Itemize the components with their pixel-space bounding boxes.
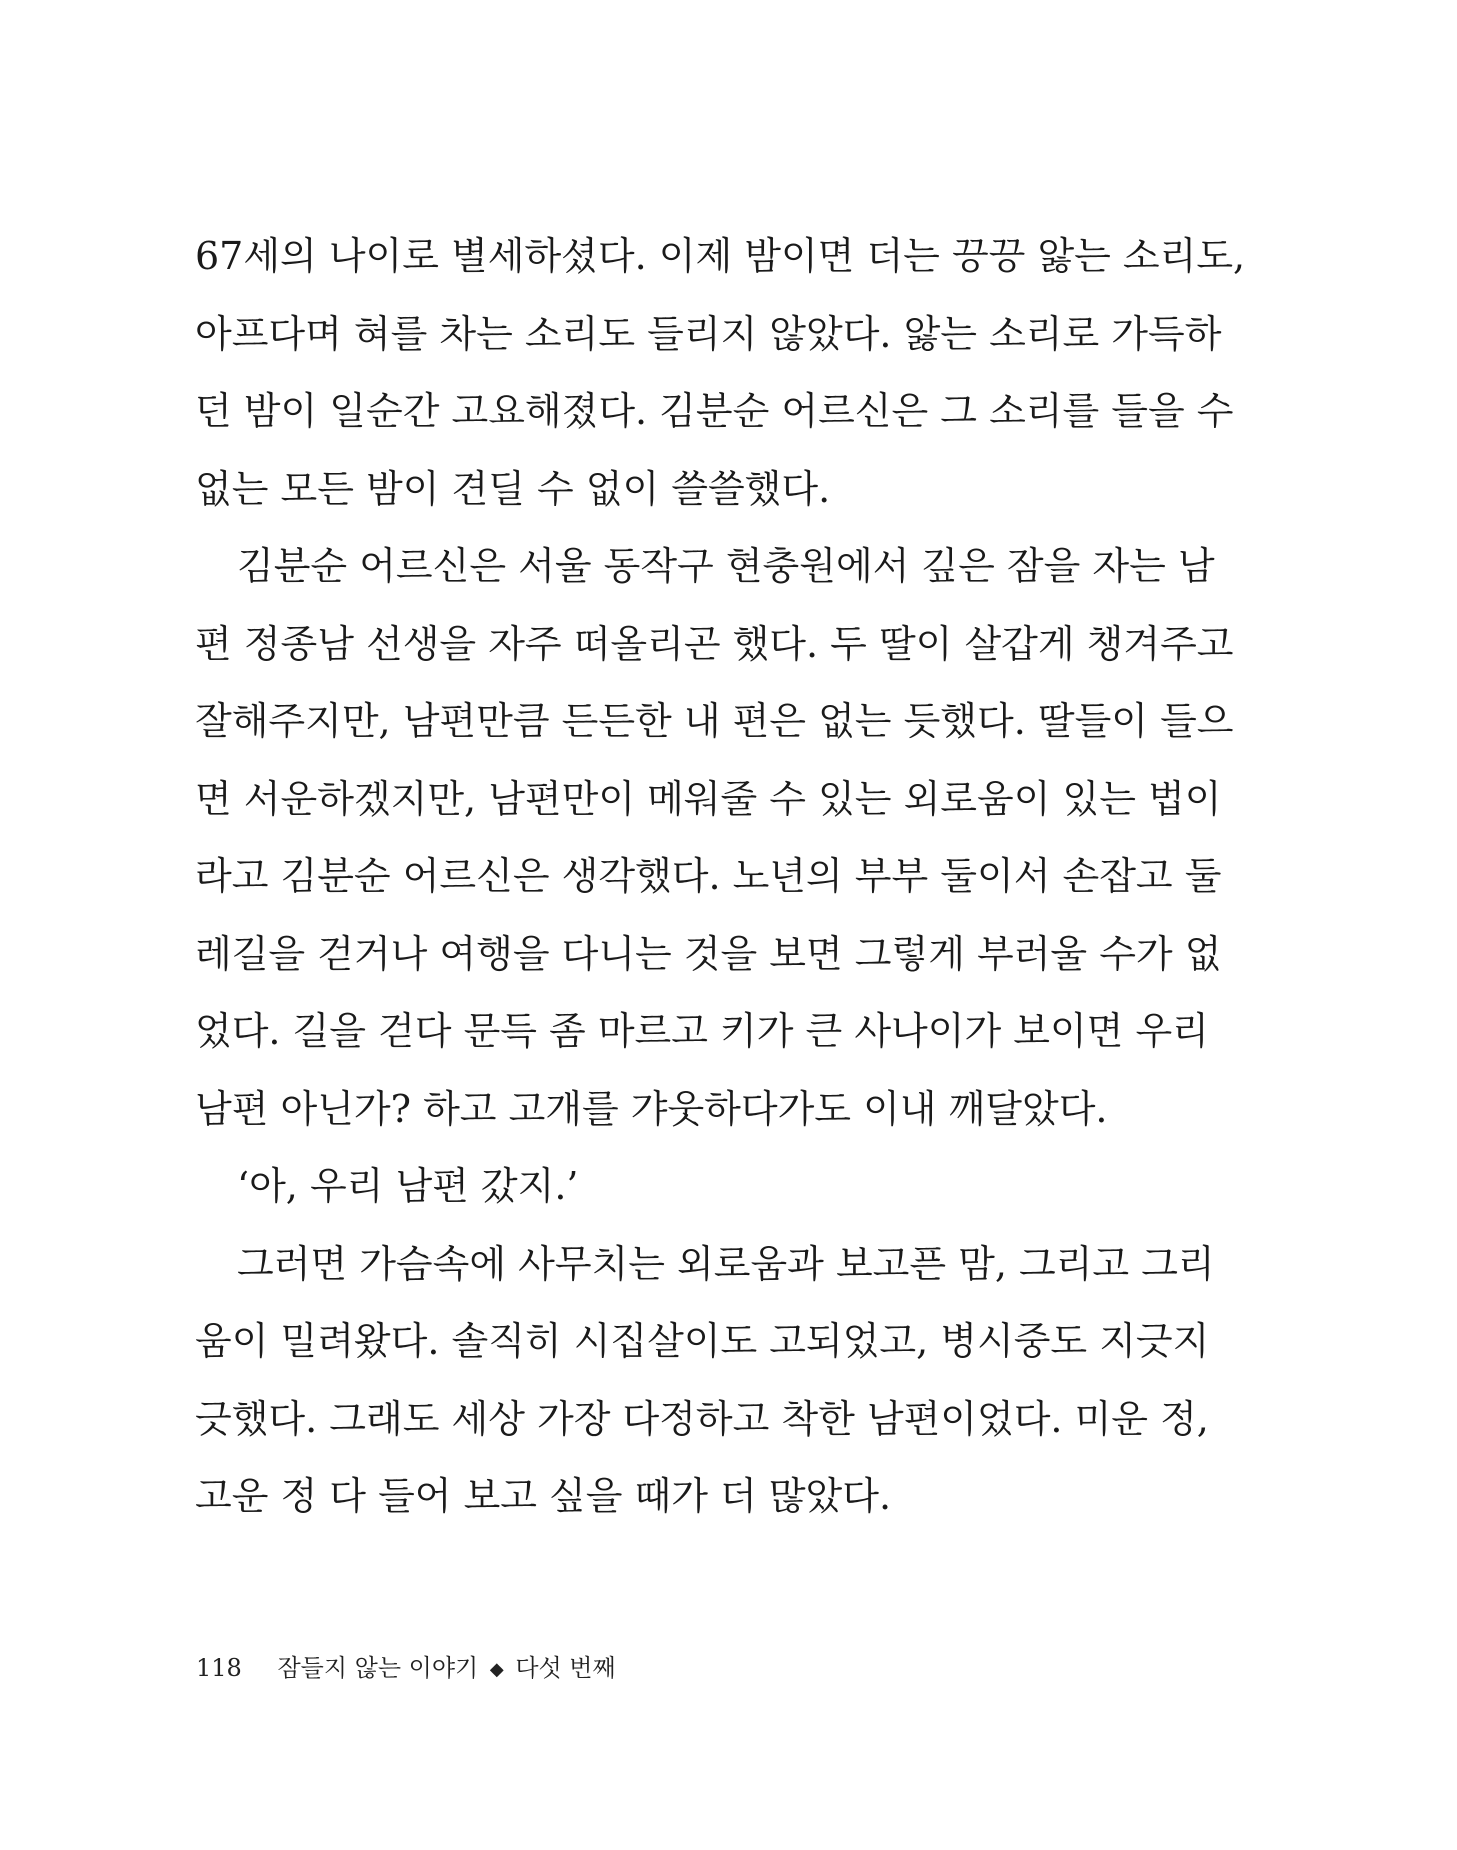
diamond-separator-icon: ◆: [489, 1659, 504, 1680]
text-line: 긋했다. 그래도 세상 가장 다정하고 착한 남편이었다. 미운 정,: [195, 1396, 1209, 1441]
text-line: 없는 모든 밤이 견딜 수 없이 쓸쓸했다.: [195, 466, 831, 511]
text-line: 던 밤이 일순간 고요해졌다. 김분순 어르신은 그 소리를 들을 수: [195, 389, 1234, 433]
text-line: 67세의 나이로 별세하셨다. 이제 밤이면 더는 끙끙 앓는 소리도,: [195, 234, 1246, 278]
page-number: 118: [196, 1654, 242, 1682]
quote-line: ‘아, 우리 남편 갔지.’: [237, 1164, 579, 1208]
text-line: 었다. 길을 걷다 문득 좀 마르고 키가 큰 사나이가 보이면 우리: [195, 1009, 1209, 1053]
text-line: 고운 정 다 들어 보고 싶을 때가 더 많았다.: [195, 1474, 892, 1518]
chapter-label: 다섯 번째: [515, 1654, 616, 1682]
text-line: 편 정종남 선생을 자주 떠올리곤 했다. 두 딸이 살갑게 챙겨주고: [195, 621, 1234, 666]
text-line: 김분순 어르신은 서울 동작구 현충원에서 깊은 잠을 자는 남: [237, 544, 1215, 588]
text-line: 라고 김분순 어르신은 생각했다. 노년의 부부 둘이서 손잡고 둘: [195, 854, 1222, 898]
text-line: 아프다며 혀를 차는 소리도 들리지 않았다. 앓는 소리로 가득하: [195, 311, 1222, 356]
book-title: 잠들지 않는 이야기: [277, 1654, 479, 1682]
text-line: 그러면 가슴속에 사무치는 외로움과 보고픈 맘, 그리고 그리: [237, 1241, 1215, 1286]
text-line: 레길을 걷거나 여행을 다니는 것을 보면 그렇게 부러울 수가 없: [195, 931, 1222, 976]
page-footer: [196, 1653, 616, 1686]
body-text: [195, 218, 1246, 1536]
text-line: 면 서운하겠지만, 남편만이 메워줄 수 있는 외로움이 있는 법이: [195, 776, 1222, 821]
text-line: 잘해주지만, 남편만큼 든든한 내 편은 없는 듯했다. 딸들이 들으: [195, 699, 1234, 743]
text-line: 움이 밀려왔다. 솔직히 시집살이도 고되었고, 병시중도 지긋지: [195, 1319, 1210, 1363]
text-line: 남편 아닌가? 하고 고개를 갸웃하다가도 이내 깨달았다.: [195, 1086, 1108, 1131]
